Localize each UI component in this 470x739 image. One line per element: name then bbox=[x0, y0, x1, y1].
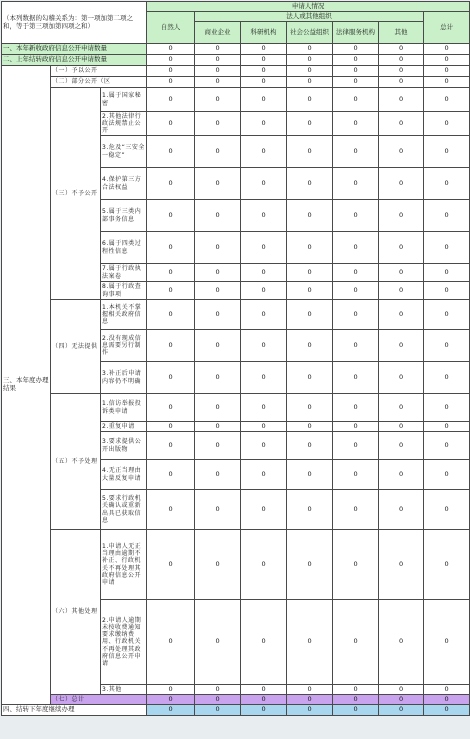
value-cell: 0 bbox=[195, 300, 241, 330]
value-cell: 0 bbox=[333, 264, 379, 282]
value-cell: 0 bbox=[424, 685, 470, 695]
value-cell: 0 bbox=[424, 422, 470, 432]
value-cell: 0 bbox=[424, 168, 470, 200]
value-cell: 0 bbox=[241, 66, 287, 77]
reason-item: 1.申请人无正当理由逾期不补正、行政机关不再处理其政府信息公开申请 bbox=[101, 530, 147, 600]
section-carry-forward: 四、结转下年度继续办理 bbox=[2, 705, 147, 716]
value-cell: 0 bbox=[147, 394, 195, 422]
reason-item: 5.属于三类内部事务信息 bbox=[101, 200, 147, 232]
group-not-processed: （五）不予处理 bbox=[51, 394, 101, 530]
value-cell: 0 bbox=[195, 600, 241, 685]
value-cell: 0 bbox=[241, 55, 287, 66]
value-cell: 0 bbox=[147, 705, 195, 716]
value-cell: 0 bbox=[333, 422, 379, 432]
natural-person-header: 自然人 bbox=[147, 12, 195, 44]
value-cell: 0 bbox=[424, 490, 470, 530]
value-cell: 0 bbox=[379, 264, 424, 282]
value-cell: 0 bbox=[424, 88, 470, 112]
value-cell: 0 bbox=[424, 394, 470, 422]
value-cell: 0 bbox=[424, 200, 470, 232]
value-cell: 0 bbox=[379, 55, 424, 66]
value-cell: 0 bbox=[287, 394, 333, 422]
value-cell: 0 bbox=[147, 168, 195, 200]
value-cell: 0 bbox=[333, 490, 379, 530]
value-cell: 0 bbox=[241, 168, 287, 200]
value-cell: 0 bbox=[147, 460, 195, 490]
value-cell: 0 bbox=[333, 232, 379, 264]
value-cell: 0 bbox=[147, 77, 195, 88]
reason-item: 2.没有现成信息需要另行制作 bbox=[101, 330, 147, 362]
value-cell: 0 bbox=[333, 200, 379, 232]
value-cell: 0 bbox=[333, 88, 379, 112]
value-cell: 0 bbox=[424, 300, 470, 330]
value-cell: 0 bbox=[287, 600, 333, 685]
value-cell: 0 bbox=[287, 66, 333, 77]
group-not-disclosed: （三）不予公开 bbox=[51, 88, 101, 300]
corner-note: （本列数据的勾稽关系为：第一项加第二项之和，等于第三项加第四项之和） bbox=[2, 2, 147, 44]
value-cell: 0 bbox=[424, 264, 470, 282]
value-cell: 0 bbox=[379, 282, 424, 300]
value-cell: 0 bbox=[195, 460, 241, 490]
value-cell: 0 bbox=[287, 685, 333, 695]
value-cell: 0 bbox=[333, 282, 379, 300]
value-cell: 0 bbox=[147, 490, 195, 530]
legal-col-header: 商业企业 bbox=[195, 22, 241, 44]
value-cell: 0 bbox=[333, 705, 379, 716]
value-cell: 0 bbox=[333, 44, 379, 55]
value-cell: 0 bbox=[287, 44, 333, 55]
value-cell: 0 bbox=[287, 330, 333, 362]
value-cell: 0 bbox=[379, 330, 424, 362]
value-cell: 0 bbox=[195, 88, 241, 112]
table-row bbox=[2, 394, 470, 422]
legal-col-header: 科研机构 bbox=[241, 22, 287, 44]
value-cell: 0 bbox=[195, 264, 241, 282]
table-row bbox=[2, 695, 470, 705]
value-cell: 0 bbox=[147, 330, 195, 362]
value-cell: 0 bbox=[195, 432, 241, 460]
legal-col-header: 社会公益组织 bbox=[287, 22, 333, 44]
reason-item: 4.无正当理由大量反复申请 bbox=[101, 460, 147, 490]
value-cell: 0 bbox=[241, 282, 287, 300]
table-row bbox=[2, 2, 470, 12]
value-cell: 0 bbox=[424, 112, 470, 136]
value-cell: 0 bbox=[195, 232, 241, 264]
value-cell: 0 bbox=[333, 432, 379, 460]
value-cell: 0 bbox=[287, 200, 333, 232]
value-cell: 0 bbox=[287, 77, 333, 88]
value-cell: 0 bbox=[333, 55, 379, 66]
value-cell: 0 bbox=[424, 695, 470, 705]
table-row bbox=[2, 55, 470, 66]
value-cell: 0 bbox=[379, 136, 424, 168]
table-row bbox=[2, 530, 470, 600]
value-cell: 0 bbox=[195, 44, 241, 55]
value-cell: 0 bbox=[333, 695, 379, 705]
value-cell: 0 bbox=[287, 88, 333, 112]
value-cell: 0 bbox=[287, 432, 333, 460]
value-cell: 0 bbox=[287, 300, 333, 330]
value-cell: 0 bbox=[287, 530, 333, 600]
value-cell: 0 bbox=[147, 44, 195, 55]
value-cell: 0 bbox=[379, 600, 424, 685]
reason-item: 2.申请人逾期未按收费通知要求缴纳费用、行政机关不再处理其政府信息公开申请 bbox=[101, 600, 147, 685]
value-cell: 0 bbox=[241, 300, 287, 330]
value-cell: 0 bbox=[333, 168, 379, 200]
value-cell: 0 bbox=[241, 685, 287, 695]
group-other: （六）其他处理 bbox=[51, 530, 101, 695]
group-total: （七）总计 bbox=[51, 695, 147, 705]
value-cell: 0 bbox=[287, 695, 333, 705]
value-cell: 0 bbox=[287, 705, 333, 716]
reason-item: 1.属于国家秘密 bbox=[101, 88, 147, 112]
value-cell: 0 bbox=[147, 232, 195, 264]
value-cell: 0 bbox=[379, 112, 424, 136]
value-cell: 0 bbox=[147, 55, 195, 66]
group-partial: （二）部分公开（区 bbox=[51, 77, 147, 88]
value-cell: 0 bbox=[287, 168, 333, 200]
value-cell: 0 bbox=[424, 362, 470, 394]
value-cell: 0 bbox=[287, 422, 333, 432]
value-cell: 0 bbox=[241, 232, 287, 264]
value-cell: 0 bbox=[147, 600, 195, 685]
value-cell: 0 bbox=[379, 460, 424, 490]
value-cell: 0 bbox=[241, 705, 287, 716]
value-cell: 0 bbox=[195, 55, 241, 66]
reason-item: 3.危及“三安全一稳定” bbox=[101, 136, 147, 168]
value-cell: 0 bbox=[379, 66, 424, 77]
value-cell: 0 bbox=[241, 490, 287, 530]
value-cell: 0 bbox=[195, 705, 241, 716]
value-cell: 0 bbox=[424, 136, 470, 168]
value-cell: 0 bbox=[287, 362, 333, 394]
value-cell: 0 bbox=[241, 200, 287, 232]
section-new-requests: 一、本年新收政府信息公开申请数量 bbox=[2, 44, 147, 55]
value-cell: 0 bbox=[195, 394, 241, 422]
value-cell: 0 bbox=[379, 88, 424, 112]
value-cell: 0 bbox=[147, 695, 195, 705]
value-cell: 0 bbox=[195, 490, 241, 530]
value-cell: 0 bbox=[241, 600, 287, 685]
value-cell: 0 bbox=[147, 362, 195, 394]
value-cell: 0 bbox=[379, 695, 424, 705]
value-cell: 0 bbox=[147, 422, 195, 432]
value-cell: 0 bbox=[195, 422, 241, 432]
value-cell: 0 bbox=[424, 432, 470, 460]
value-cell: 0 bbox=[147, 112, 195, 136]
value-cell: 0 bbox=[195, 66, 241, 77]
value-cell: 0 bbox=[195, 685, 241, 695]
value-cell: 0 bbox=[333, 362, 379, 394]
reason-item: 3.要求提供公开出版物 bbox=[101, 432, 147, 460]
disclosure-statistics-table bbox=[1, 1, 470, 716]
value-cell: 0 bbox=[241, 88, 287, 112]
value-cell: 0 bbox=[379, 432, 424, 460]
table-row bbox=[2, 705, 470, 716]
value-cell: 0 bbox=[195, 330, 241, 362]
value-cell: 0 bbox=[147, 432, 195, 460]
value-cell: 0 bbox=[333, 394, 379, 422]
table-row bbox=[2, 300, 470, 330]
table-row bbox=[2, 66, 470, 77]
value-cell: 0 bbox=[424, 77, 470, 88]
reason-item: 6.属于四类过程性信息 bbox=[101, 232, 147, 264]
applicant-header: 申请人情况 bbox=[147, 2, 470, 12]
value-cell: 0 bbox=[287, 490, 333, 530]
reason-item: 1.本机关不掌握相关政府信息 bbox=[101, 300, 147, 330]
value-cell: 0 bbox=[287, 112, 333, 136]
reason-item: 8.属于行政查询事项 bbox=[101, 282, 147, 300]
value-cell: 0 bbox=[333, 600, 379, 685]
legal-entity-header: 法人或其他组织 bbox=[195, 12, 424, 22]
value-cell: 0 bbox=[333, 136, 379, 168]
value-cell: 0 bbox=[147, 66, 195, 77]
value-cell: 0 bbox=[147, 530, 195, 600]
value-cell: 0 bbox=[195, 362, 241, 394]
value-cell: 0 bbox=[333, 77, 379, 88]
value-cell: 0 bbox=[241, 394, 287, 422]
value-cell: 0 bbox=[287, 232, 333, 264]
reason-item: 2.重复申请 bbox=[101, 422, 147, 432]
value-cell: 0 bbox=[379, 77, 424, 88]
legal-col-header: 法律服务机构 bbox=[333, 22, 379, 44]
value-cell: 0 bbox=[379, 490, 424, 530]
value-cell: 0 bbox=[379, 232, 424, 264]
value-cell: 0 bbox=[195, 77, 241, 88]
value-cell: 0 bbox=[147, 685, 195, 695]
value-cell: 0 bbox=[287, 282, 333, 300]
value-cell: 0 bbox=[147, 136, 195, 168]
reason-item: 2.其他法律行政法规禁止公开 bbox=[101, 112, 147, 136]
value-cell: 0 bbox=[333, 460, 379, 490]
value-cell: 0 bbox=[379, 685, 424, 695]
value-cell: 0 bbox=[195, 282, 241, 300]
legal-col-header: 其他 bbox=[379, 22, 424, 44]
value-cell: 0 bbox=[379, 394, 424, 422]
reason-item: 4.保护第三方合法权益 bbox=[101, 168, 147, 200]
reason-item: 3.补正后申请内容仍不明确 bbox=[101, 362, 147, 394]
table-row bbox=[2, 77, 470, 88]
value-cell: 0 bbox=[241, 330, 287, 362]
value-cell: 0 bbox=[147, 300, 195, 330]
section-carried-over: 二、上年结转政府信息公开申请数量 bbox=[2, 55, 147, 66]
value-cell: 0 bbox=[424, 530, 470, 600]
value-cell: 0 bbox=[147, 282, 195, 300]
value-cell: 0 bbox=[424, 330, 470, 362]
value-cell: 0 bbox=[424, 55, 470, 66]
reason-item: 3.其他 bbox=[101, 685, 147, 695]
table-row bbox=[2, 88, 470, 112]
value-cell: 0 bbox=[147, 200, 195, 232]
value-cell: 0 bbox=[333, 300, 379, 330]
value-cell: 0 bbox=[195, 200, 241, 232]
value-cell: 0 bbox=[241, 44, 287, 55]
value-cell: 0 bbox=[379, 530, 424, 600]
value-cell: 0 bbox=[241, 530, 287, 600]
value-cell: 0 bbox=[424, 705, 470, 716]
value-cell: 0 bbox=[287, 264, 333, 282]
value-cell: 0 bbox=[195, 168, 241, 200]
value-cell: 0 bbox=[241, 264, 287, 282]
value-cell: 0 bbox=[379, 422, 424, 432]
value-cell: 0 bbox=[287, 55, 333, 66]
value-cell: 0 bbox=[424, 66, 470, 77]
value-cell: 0 bbox=[241, 460, 287, 490]
value-cell: 0 bbox=[379, 300, 424, 330]
value-cell: 0 bbox=[333, 330, 379, 362]
reason-item: 5.要求行政机关确认或重新出具已获取信息 bbox=[101, 490, 147, 530]
value-cell: 0 bbox=[241, 112, 287, 136]
value-cell: 0 bbox=[241, 362, 287, 394]
value-cell: 0 bbox=[241, 432, 287, 460]
value-cell: 0 bbox=[195, 112, 241, 136]
value-cell: 0 bbox=[424, 44, 470, 55]
reason-item: 1.信访举报投诉类申请 bbox=[101, 394, 147, 422]
value-cell: 0 bbox=[333, 685, 379, 695]
value-cell: 0 bbox=[241, 695, 287, 705]
section-results: 三、本年度办理结果 bbox=[2, 66, 51, 705]
total-header: 总计 bbox=[424, 12, 470, 44]
value-cell: 0 bbox=[241, 77, 287, 88]
value-cell: 0 bbox=[287, 460, 333, 490]
table-row bbox=[2, 44, 470, 55]
value-cell: 0 bbox=[333, 530, 379, 600]
value-cell: 0 bbox=[424, 282, 470, 300]
value-cell: 0 bbox=[379, 705, 424, 716]
value-cell: 0 bbox=[379, 44, 424, 55]
reason-item: 7.属于行政执法案卷 bbox=[101, 264, 147, 282]
value-cell: 0 bbox=[379, 200, 424, 232]
value-cell: 0 bbox=[195, 530, 241, 600]
value-cell: 0 bbox=[287, 136, 333, 168]
value-cell: 0 bbox=[195, 136, 241, 168]
value-cell: 0 bbox=[147, 88, 195, 112]
value-cell: 0 bbox=[333, 112, 379, 136]
value-cell: 0 bbox=[379, 362, 424, 394]
value-cell: 0 bbox=[147, 264, 195, 282]
value-cell: 0 bbox=[241, 136, 287, 168]
value-cell: 0 bbox=[379, 168, 424, 200]
value-cell: 0 bbox=[333, 66, 379, 77]
value-cell: 0 bbox=[241, 422, 287, 432]
value-cell: 0 bbox=[424, 232, 470, 264]
group-unable: （四）无法提供 bbox=[51, 300, 101, 394]
value-cell: 0 bbox=[424, 600, 470, 685]
value-cell: 0 bbox=[195, 695, 241, 705]
group-disclosed: （一）予以公开 bbox=[51, 66, 147, 77]
value-cell: 0 bbox=[424, 460, 470, 490]
